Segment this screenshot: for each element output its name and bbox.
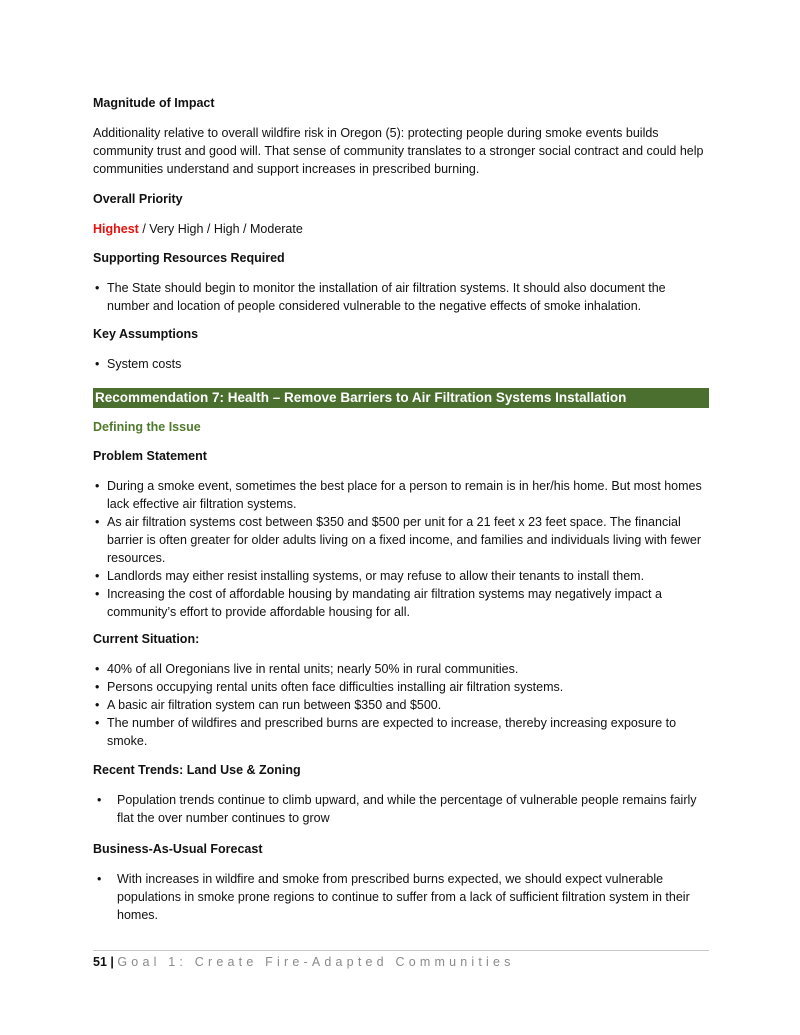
list-item: • A basic air filtration system can run between $350 and $500. <box>93 696 709 714</box>
priority-scale <box>93 220 709 238</box>
footer-section-title: Goal 1: Create Fire-Adapted Communities <box>117 955 515 969</box>
recommendation-banner: Recommendation 7: Health – Remove Barriers to Air Filtration Systems Installation <box>93 388 709 408</box>
list-item: • The State should begin to monitor the installation of air filtration systems. It should also document the number and location of people considered vulnerable to the negative effects of smoke inhalation. <box>93 279 709 315</box>
magnitude-heading: Magnitude of Impact <box>93 96 215 110</box>
magnitude-text: Additionality relative to overall wildfire risk in Oregon (5): protecting people during smoke events builds community trust and good will. That sense of community translates to a stronger social contract and could help communities understand and support increases in prescribed burning. <box>93 126 704 176</box>
assumptions-heading: Key Assumptions <box>93 327 199 341</box>
list-item: • System costs <box>93 355 709 373</box>
trends-heading: Recent Trends: Land Use & Zoning <box>93 763 301 777</box>
footer-separator: | <box>110 955 114 969</box>
list-item: • Persons occupying rental units often face difficulties installing air filtration systems. <box>93 678 709 696</box>
trends-list <box>93 791 709 827</box>
priority-options: / Very High / High / Moderate <box>138 222 303 236</box>
current-heading: Current Situation: <box>93 632 200 646</box>
priority-heading: Overall Priority <box>93 192 183 206</box>
list-item: • 40% of all Oregonians live in rental units; nearly 50% in rural communities. <box>93 660 709 678</box>
list-item: • Landlords may either resist installing systems, or may refuse to allow their tenants to install them. <box>93 567 709 585</box>
resources-list <box>93 279 709 315</box>
list-item: • During a smoke event, sometimes the best place for a person to remain is in her/his home. But most homes lack effective air filtration systems. <box>93 477 709 513</box>
footer-divider <box>93 950 709 951</box>
defining-issue-heading: Defining the Issue <box>93 420 201 434</box>
page-footer <box>93 955 515 969</box>
problem-list <box>93 477 709 621</box>
list-item: • With increases in wildfire and smoke from prescribed burns expected, we should expect vulnerable populations in smoke prone regions to continue to suffer from a lack of sufficient filtration system in their homes. <box>93 870 709 924</box>
priority-selected: Highest <box>93 222 139 236</box>
problem-heading: Problem Statement <box>93 449 207 463</box>
page-number: 51 <box>93 955 107 969</box>
list-item: • As air filtration systems cost between $350 and $500 per unit for a 21 feet x 23 feet space. The financial barrier is often greater for older adults living on a fixed income, and families and individuals living with fewer resources. <box>93 513 709 567</box>
resources-heading: Supporting Resources Required <box>93 251 285 265</box>
assumptions-list <box>93 355 709 373</box>
list-item: • The number of wildfires and prescribed burns are expected to increase, thereby increasing exposure to smoke. <box>93 714 709 750</box>
list-item: • Population trends continue to climb upward, and while the percentage of vulnerable people remains fairly flat the over number continues to grow <box>93 791 709 827</box>
list-item: • Increasing the cost of affordable housing by mandating air filtration systems may negatively impact a community’s effort to provide affordable housing for all. <box>93 585 709 621</box>
current-list <box>93 660 709 750</box>
forecast-list <box>93 870 709 924</box>
forecast-heading: Business-As-Usual Forecast <box>93 842 263 856</box>
